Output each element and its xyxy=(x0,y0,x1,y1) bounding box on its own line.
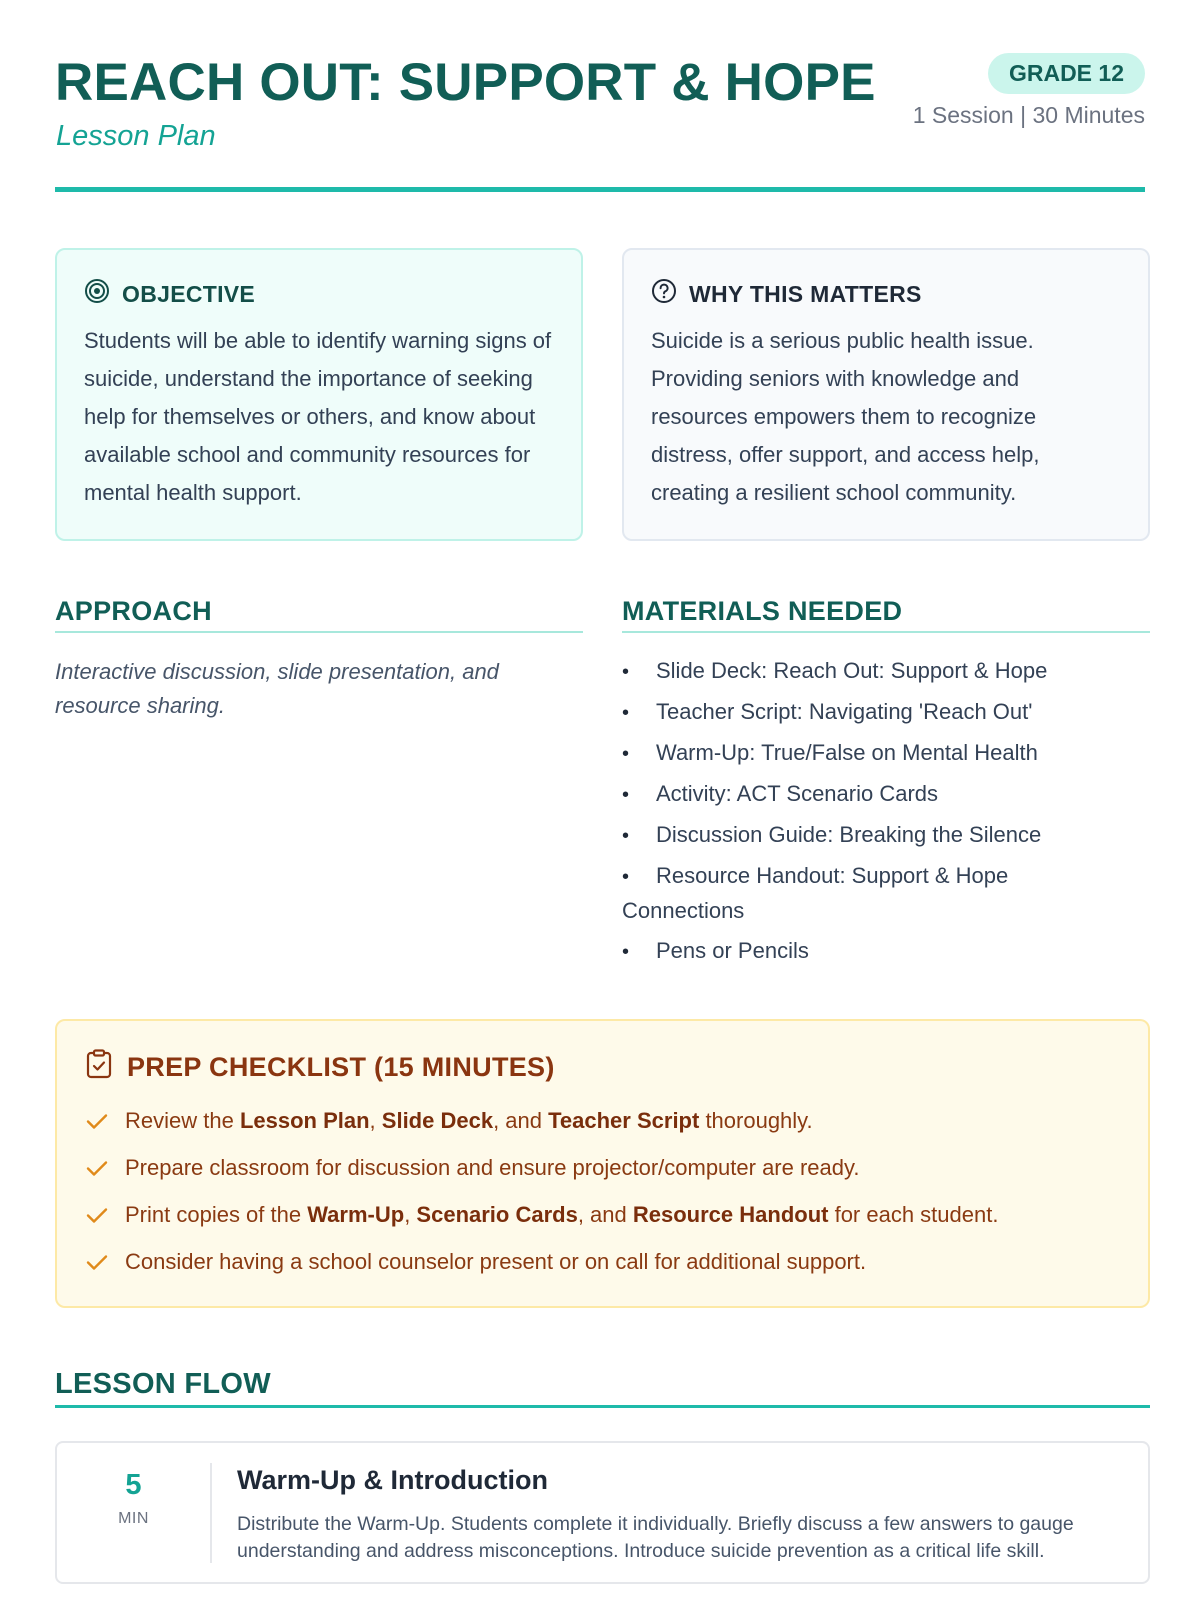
check-icon xyxy=(85,1109,109,1133)
page-subtitle: Lesson Plan xyxy=(56,120,216,152)
step-title: Warm-Up & Introduction xyxy=(237,1465,548,1495)
page-title: REACH OUT: SUPPORT & HOPE xyxy=(55,53,876,112)
bullet-icon: • xyxy=(622,941,630,963)
material-label: Teacher Script: Navigating 'Reach Out' xyxy=(656,699,1033,724)
list-item xyxy=(85,1200,1120,1230)
bullet-icon: • xyxy=(622,825,630,847)
step-duration xyxy=(57,1463,212,1563)
list-item xyxy=(622,654,1122,689)
material-label: Slide Deck: Reach Out: Support & Hope xyxy=(656,658,1048,683)
checklist-text: Prepare classroom for discussion and ensure projector/computer are ready. xyxy=(125,1155,860,1180)
why-text: Suicide is a serious public health issue. Providing seniors with knowledge and resources empowers them to recognize distress, offer support, and access help, creating a resilient school community. xyxy=(651,328,1040,505)
checklist-text: Consider having a school counselor present or on call for additional support. xyxy=(125,1249,867,1274)
why-heading-label: WHY THIS MATTERS xyxy=(689,280,922,307)
step-minutes-unit: MIN xyxy=(118,1510,149,1527)
question-circle-icon xyxy=(651,278,677,310)
prep-heading-label: PREP CHECKLIST (15 MINUTES) xyxy=(127,1052,555,1082)
objective-heading xyxy=(84,278,554,310)
material-label: Resource Handout: Support & Hope Connections xyxy=(622,863,1009,923)
checklist-text: Review the Lesson Plan, Slide Deck, and Teacher Script thoroughly. xyxy=(125,1108,813,1133)
bullet-icon: • xyxy=(622,784,630,806)
grade-badge: GRADE 12 xyxy=(988,53,1145,94)
list-item xyxy=(85,1153,1120,1183)
bullet-icon: • xyxy=(622,661,630,683)
list-item xyxy=(85,1247,1120,1277)
session-info: 1 Session | 30 Minutes xyxy=(912,102,1145,128)
list-item xyxy=(622,777,1122,812)
prep-heading xyxy=(85,1049,1120,1086)
why-heading xyxy=(651,278,1121,310)
list-item xyxy=(622,736,1122,771)
material-label: Activity: ACT Scenario Cards xyxy=(656,781,939,806)
checklist-text: Print copies of the Warm-Up, Scenario Cards, and Resource Handout for each student. xyxy=(125,1202,999,1227)
objective-box xyxy=(55,248,583,541)
materials-heading: MATERIALS NEEDED xyxy=(622,596,1150,633)
step-minutes: 5 xyxy=(125,1469,142,1501)
approach-heading: APPROACH xyxy=(55,596,583,633)
target-icon xyxy=(84,278,110,310)
list-item xyxy=(622,934,1122,969)
bullet-icon: • xyxy=(622,743,630,765)
list-item xyxy=(622,818,1122,853)
list-item xyxy=(622,695,1122,730)
check-icon xyxy=(85,1203,109,1227)
material-label: Warm-Up: True/False on Mental Health xyxy=(656,740,1038,765)
material-label: Discussion Guide: Breaking the Silence xyxy=(656,822,1042,847)
material-label: Pens or Pencils xyxy=(656,938,809,963)
bullet-icon: • xyxy=(622,866,630,888)
list-item xyxy=(85,1106,1120,1136)
check-icon xyxy=(85,1156,109,1180)
materials-list xyxy=(622,654,1122,975)
prep-list xyxy=(85,1106,1120,1277)
bullet-icon: • xyxy=(622,702,630,724)
prep-checklist-box xyxy=(55,1019,1150,1308)
list-item xyxy=(622,859,1122,928)
objective-heading-label: OBJECTIVE xyxy=(122,280,256,307)
check-icon xyxy=(85,1250,109,1274)
objective-text: Students will be able to identify warning signs of suicide, understand the importance of seeking help for themselves or others, and know about available school and community resources for mental health support. xyxy=(84,328,552,505)
step-description: Distribute the Warm-Up. Students complete it individually. Briefly discuss a few answers to gauge understanding and address misconceptions. Introduce suicide prevention as a critical life skill. xyxy=(237,1513,1074,1562)
header xyxy=(55,0,1145,192)
lesson-flow-heading: LESSON FLOW xyxy=(55,1368,1150,1408)
lesson-flow-step xyxy=(55,1441,1150,1584)
why-box xyxy=(622,248,1150,541)
approach-text: Interactive discussion, slide presentation, and resource sharing. xyxy=(55,659,499,718)
clipboard-check-icon xyxy=(85,1049,113,1086)
